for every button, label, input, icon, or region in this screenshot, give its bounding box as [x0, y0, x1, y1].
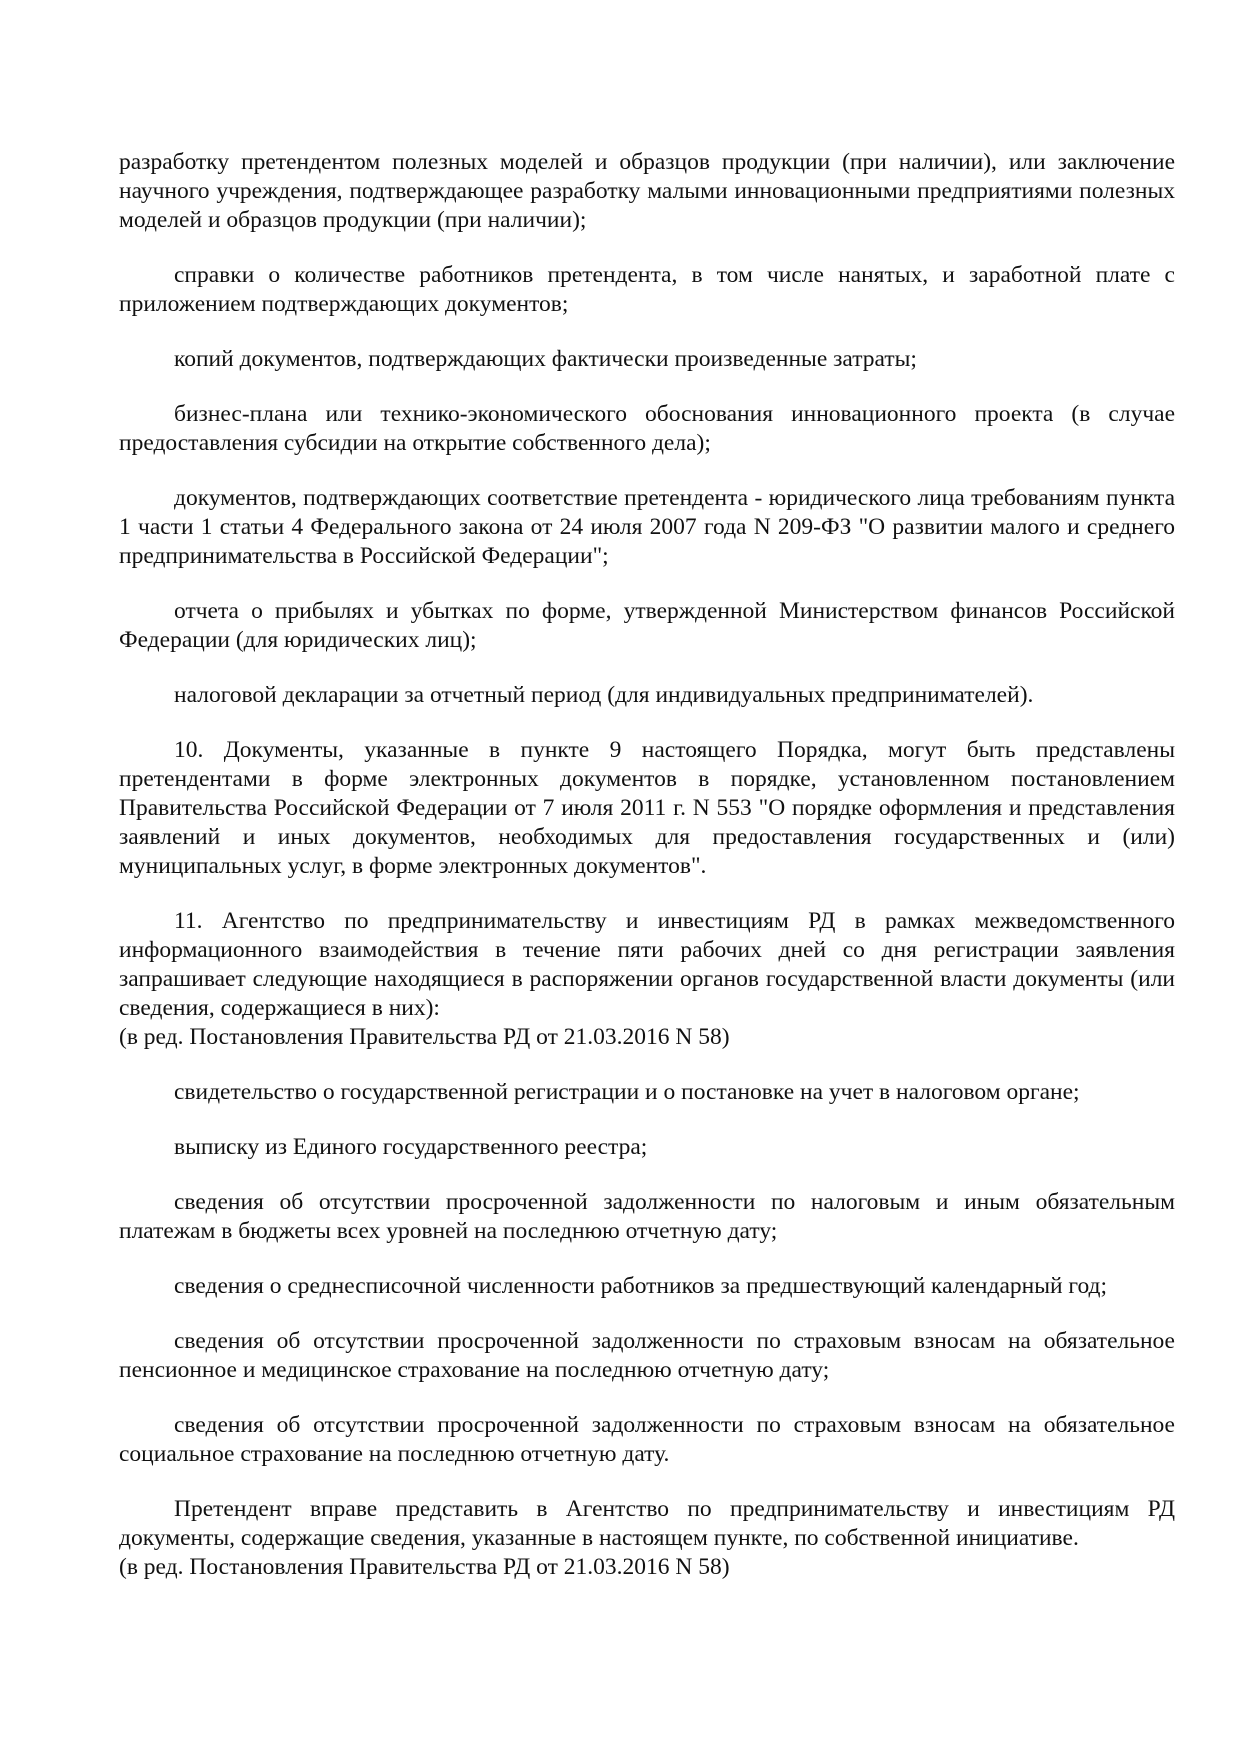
paragraph-staff-certificates: справки о количестве работников претендента, в том числе нанятых, и заработной плате с приложением подтверждающих документов;	[119, 262, 1175, 317]
paragraph-own-initiative: Претендент вправе представить в Агентство по предпринимательству и инвестициям РД документы, содержащие сведения, указанные в настоящем пункте, по собственной инициативе.	[119, 1496, 1175, 1551]
paragraph-tax-declaration: налоговой декларации за отчетный период (для индивидуальных предпринимателей).	[174, 682, 1034, 708]
paragraph-continuation: разработку претендентом полезных моделей и образцов продукции (при наличии), или заключение научного учреждения, подтверждающее разработку малыми инновационными предприятиями полезных моделей и образцов продукции (при наличии);	[119, 149, 1175, 233]
paragraph-registry-extract: выписку из Единого государственного реестра;	[174, 1134, 648, 1160]
paragraph-profit-loss-report: отчета о прибылях и убытках по форме, утвержденной Министерством финансов Российской Федерации (для юридических лиц);	[119, 598, 1175, 653]
paragraph-pension-insurance-info: сведения об отсутствии просроченной задолженности по страховым взносам на обязательное пенсионное и медицинское страхование на последнюю отчетную дату;	[119, 1328, 1175, 1383]
paragraph-legal-entity-docs: документов, подтверждающих соответствие претендента - юридического лица требованиям пункта 1 части 1 статьи 4 Федерального закона от 24 июля 2007 года N 209-ФЗ "О развитии малого и среднего предпринимательства в Российской Федерации";	[119, 485, 1175, 569]
paragraph-business-plan: бизнес-плана или технико-экономического обоснования инновационного проекта (в случае предоставления субсидии на открытие собственного дела);	[119, 401, 1175, 456]
paragraph-headcount-info: сведения о среднесписочной численности работников за предшествующий календарный год;	[174, 1273, 1108, 1299]
paragraph-cost-copies: копий документов, подтверждающих фактически произведенные затраты;	[174, 346, 917, 372]
paragraph-item-10: 10. Документы, указанные в пункте 9 настоящего Порядка, могут быть представлены претендентами в форме электронных документов в порядке, установленном постановлением Правительства Российской Федерации от 7 июля 2011 г. N 553 "О порядке оформления и представления заявлений и иных документов, необходимых для предоставления государственных и (или) муниципальных услуг, в форме электронных документов".	[119, 737, 1175, 879]
paragraph-item-11: 11. Агентство по предпринимательству и инвестициям РД в рамках межведомственного информационного взаимодействия в течение пяти рабочих дней со дня регистрации заявления запрашивает следующие находящиеся в распоряжении органов государственной власти документы (или сведения, содержащиеся в них):	[119, 908, 1175, 1021]
paragraph-registration-certificate: свидетельство о государственной регистрации и о постановке на учет в налоговом органе;	[174, 1079, 1080, 1105]
amendment-note: (в ред. Постановления Правительства РД от 21.03.2016 N 58)	[119, 1024, 730, 1050]
amendment-note: (в ред. Постановления Правительства РД от 21.03.2016 N 58)	[119, 1554, 730, 1580]
document-body	[119, 148, 1175, 1582]
paragraph-social-insurance-info: сведения об отсутствии просроченной задолженности по страховым взносам на обязательное социальное страхование на последнюю отчетную дату.	[119, 1412, 1175, 1467]
paragraph-tax-debt-info: сведения об отсутствии просроченной задолженности по налоговым и иным обязательным платежам в бюджеты всех уровней на последнюю отчетную дату;	[119, 1189, 1175, 1244]
